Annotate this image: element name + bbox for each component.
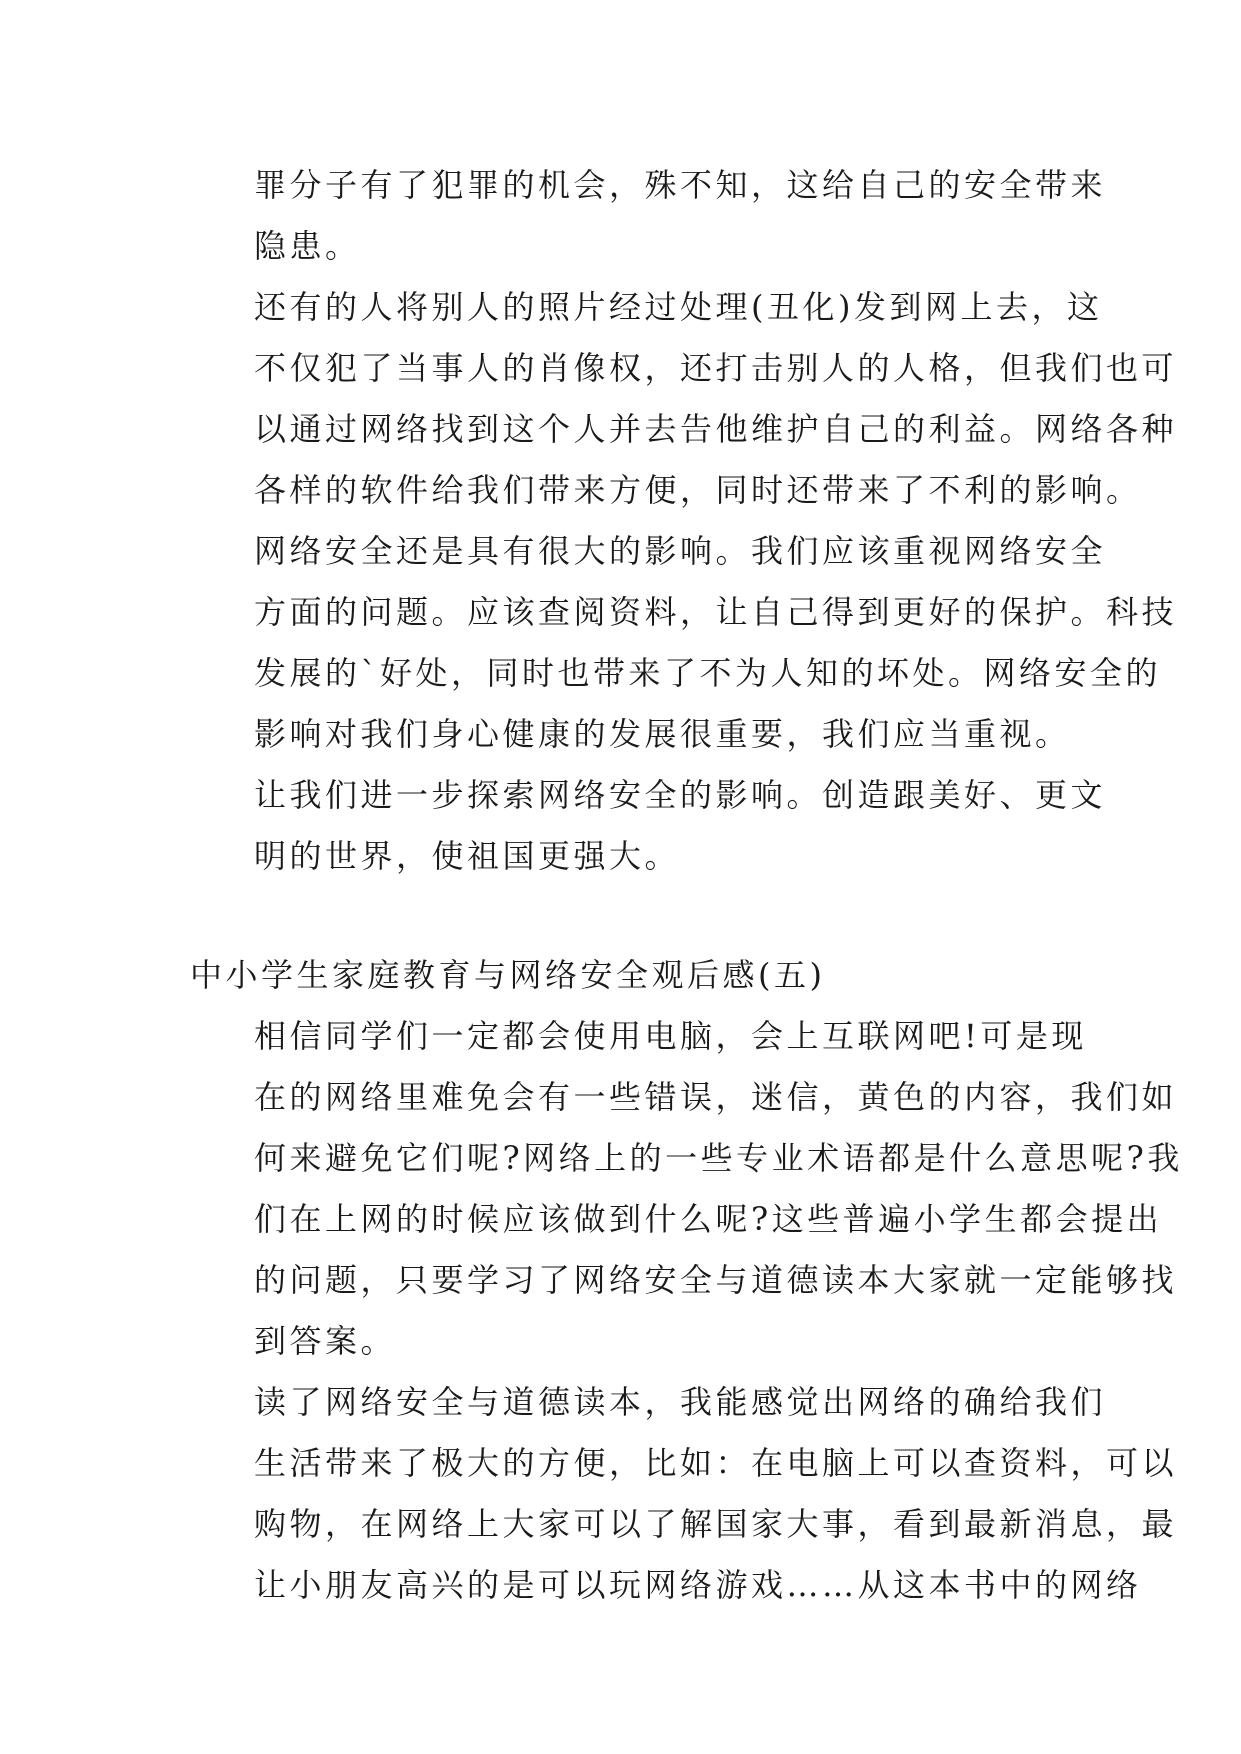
paragraph <box>190 277 1178 521</box>
text-line: 发展的`好处，同时也带来了不为人知的坏处。网络安全的 <box>254 654 1162 692</box>
text-line: 方面的问题。应该查阅资料，让自己得到更好的保护。科技 <box>254 593 1178 631</box>
text-line: 隐患。 <box>254 227 361 265</box>
text-line: 读了网络安全与道德读本，我能感觉出网络的确给我们 <box>254 1383 1107 1421</box>
text-line: 不仅犯了当事人的肖像权，还打击别人的人格，但我们也可 <box>254 349 1178 387</box>
text-line: 各样的软件给我们带来方便，同时还带来了不利的影响。 <box>254 471 1142 509</box>
text-line: 网络安全还是具有很大的影响。我们应该重视网络安全 <box>254 532 1107 570</box>
text-line: 影响对我们身心健康的发展很重要，我们应当重视。 <box>254 715 1071 753</box>
text-line: 到答案。 <box>254 1322 397 1360</box>
text-line: 以通过网络找到这个人并去告他维护自己的利益。网络各种 <box>254 410 1178 448</box>
text-line: 相信同学们一定都会使用电脑，会上互联网吧!可是现 <box>254 1017 1087 1055</box>
document-page <box>190 155 1183 1616</box>
text-line: 的问题，只要学习了网络安全与道德读本大家就一定能够找 <box>254 1261 1178 1299</box>
text-line: 生活带来了极大的方便，比如：在电脑上可以查资料，可以 <box>254 1444 1178 1482</box>
text-line: 们在上网的时候应该做到什么呢?这些普遍小学生都会提出 <box>254 1200 1163 1238</box>
paragraph <box>190 1372 1178 1616</box>
document-body-top <box>190 155 1178 887</box>
text-line: 购物，在网络上大家可以了解国家大事，看到最新消息，最 <box>254 1505 1178 1543</box>
text-line: 让我们进一步探索网络安全的影响。创造跟美好、更文 <box>254 776 1107 814</box>
text-line: 还有的人将别人的照片经过处理(丑化)发到网上去，这 <box>254 288 1103 326</box>
text-line: 在的网络里难免会有一些错误，迷信，黄色的内容，我们如 <box>254 1078 1178 1116</box>
text-line: 明的世界，使祖国更强大。 <box>254 837 681 875</box>
text-line: 何来避免它们呢?网络上的一些专业术语都是什么意思呢?我 <box>254 1139 1183 1177</box>
document-body-bottom <box>190 1006 1183 1616</box>
paragraph <box>190 155 1107 277</box>
paragraph <box>190 765 1107 887</box>
paragraph <box>190 1006 1183 1372</box>
text-line: 罪分子有了犯罪的机会，殊不知，这给自己的安全带来 <box>254 166 1107 204</box>
text-line: 让小朋友高兴的是可以玩网络游戏……从这本书中的网络 <box>254 1566 1142 1604</box>
section-heading: 中小学生家庭教育与网络安全观后感(五) <box>190 956 826 994</box>
paragraph <box>190 521 1178 765</box>
